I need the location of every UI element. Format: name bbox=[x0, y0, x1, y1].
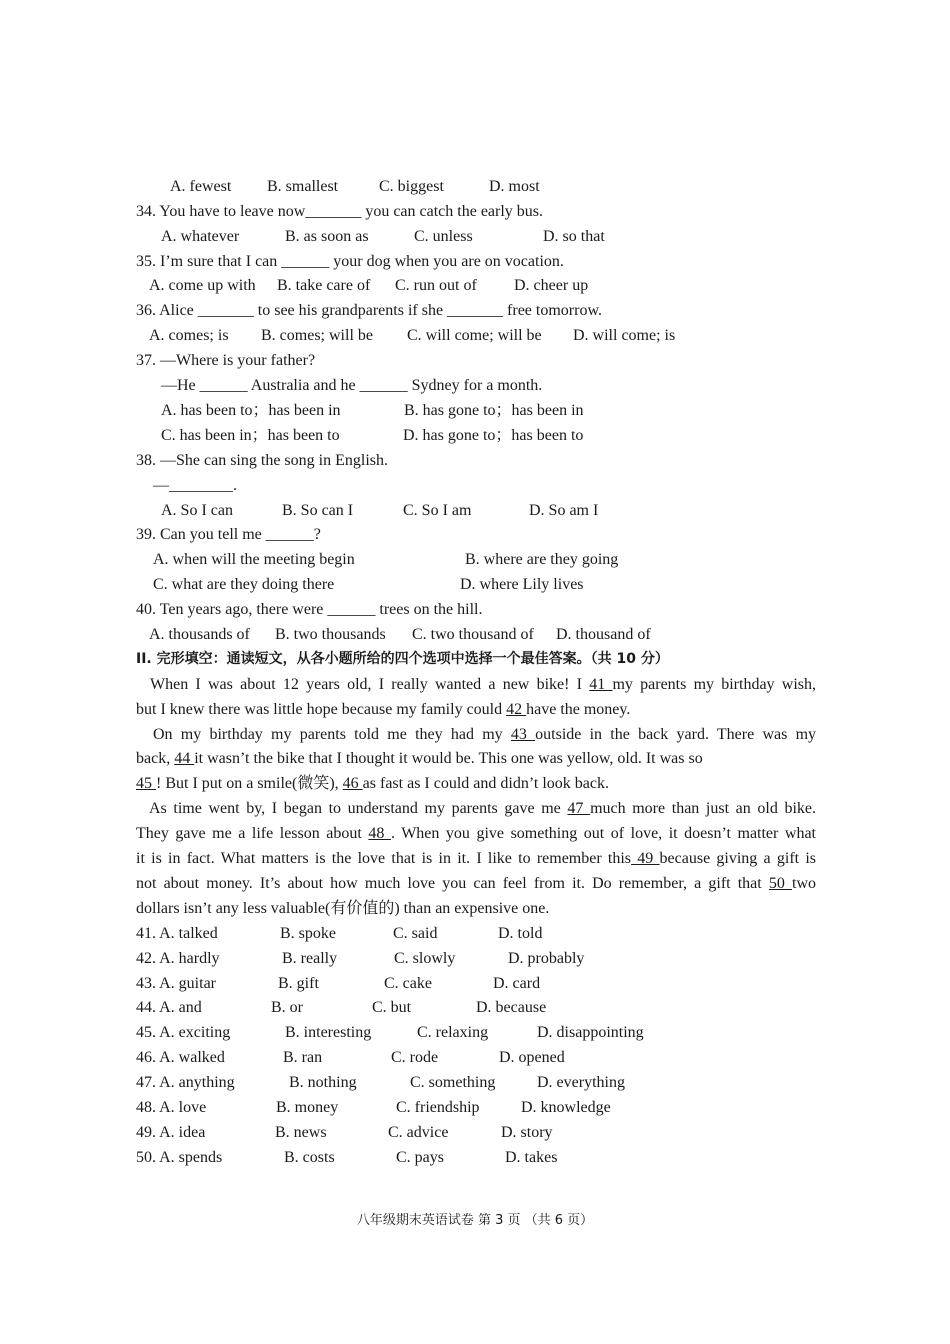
q34-option-a: A. whatever bbox=[161, 228, 240, 245]
passage-line-4: back, 44 it wasn’t the bike that I thought it would be. This one was yellow, old. It was so bbox=[136, 750, 703, 767]
q35-option-d: D. cheer up bbox=[514, 277, 589, 294]
q39-option-d: D. where Lily lives bbox=[460, 576, 584, 593]
q35-option-c: C. run out of bbox=[395, 277, 477, 294]
passage-line-9: not about money. It’s about how much love you can feel from it. Do remember, a gift that 50 two bbox=[136, 875, 817, 892]
q37-options-ab bbox=[136, 398, 816, 423]
q37-option-d: D. has gone to；has been to bbox=[403, 427, 584, 444]
cloze-options-47: 47. A. anything B. nothing C. something D. everything bbox=[136, 1074, 625, 1091]
blank-44: 44 bbox=[174, 750, 195, 767]
q33-options bbox=[136, 174, 816, 199]
q36-option-b: B. comes; will be bbox=[261, 327, 373, 344]
passage-line-2: but I knew there was little hope because my family could 42 have the money. bbox=[136, 701, 631, 718]
cloze-options-44: 44. A. and B. or C. but D. because bbox=[136, 999, 547, 1016]
q39-option-a: A. when will the meeting begin bbox=[153, 551, 355, 568]
q38-option-a: A. So I can bbox=[161, 502, 233, 519]
cloze-options-43: 43. A. guitar B. gift C. cake D. card bbox=[136, 975, 541, 992]
blank-45: 45 bbox=[136, 775, 156, 792]
passage-line-3: On my birthday my parents told me they had my 43 outside in the back yard. There was my bbox=[153, 726, 817, 743]
passage-line-6: As time went by, I began to understand my parents gave me 47 much more than just an old bike. bbox=[149, 800, 817, 817]
q38-option-b: B. So can I bbox=[282, 502, 354, 519]
q36-stem: 36. Alice _______ to see his grandparents if she _______ free tomorrow. bbox=[136, 302, 602, 319]
q37-stem: 37. —Where is your father? bbox=[136, 352, 316, 369]
q35-option-a: A. come up with bbox=[149, 277, 256, 294]
q38-options bbox=[136, 498, 816, 523]
passage-line-1: When I was about 12 years old, I really wanted a new bike! I 41 my parents my birthday wish, bbox=[150, 676, 817, 693]
cloze-options-41: 41. A. talked B. spoke C. said D. told bbox=[136, 925, 543, 942]
blank-42: 42 bbox=[506, 701, 527, 718]
q37-option-a: A. has been to；has been in bbox=[161, 402, 341, 419]
passage-line-10: dollars isn’t any less valuable(有价值的) than an expensive one. bbox=[136, 900, 550, 917]
cloze-options-48: 48. A. love B. money C. friendship D. knowledge bbox=[136, 1099, 611, 1116]
q36-option-c: C. will come; will be bbox=[407, 327, 542, 344]
q40-option-a: A. thousands of bbox=[149, 626, 250, 643]
blank-46: 46 bbox=[342, 775, 363, 792]
q39-options-ab bbox=[136, 547, 816, 572]
q37-options-cd bbox=[136, 423, 816, 448]
blank-49: 49 bbox=[631, 850, 660, 867]
q34-options bbox=[136, 224, 816, 249]
q40-option-d: D. thousand of bbox=[556, 626, 651, 643]
cloze-options-49: 49. A. idea B. news C. advice D. story bbox=[136, 1124, 553, 1141]
q38-stem2: —________. bbox=[153, 477, 237, 494]
q34-option-c: C. unless bbox=[414, 228, 473, 245]
q34-option-d: D. so that bbox=[543, 228, 605, 245]
cloze-options-50: 50. A. spends B. costs C. pays D. takes bbox=[136, 1149, 558, 1166]
section-2-heading: II. 完形填空：通读短文，从各小题所给的四个选项中选择一个最佳答案。（共 10 分） bbox=[136, 651, 669, 667]
q37-option-c: C. has been in；has been to bbox=[161, 427, 340, 444]
q39-stem: 39. Can you tell me ______? bbox=[136, 526, 321, 543]
q36-option-a: A. comes; is bbox=[149, 327, 229, 344]
cloze-options-46: 46. A. walked B. ran C. rode D. opened bbox=[136, 1049, 565, 1066]
q40-stem: 40. Ten years ago, there were ______ trees on the hill. bbox=[136, 601, 483, 618]
passage-line-8: it is in fact. What matters is the love that is in it. I like to remember this 49 because giving a gift is bbox=[136, 850, 817, 867]
cloze-options-45: 45. A. exciting B. interesting C. relaxing D. disappointing bbox=[136, 1024, 644, 1041]
q39-options-cd bbox=[136, 572, 816, 597]
blank-41: 41 bbox=[589, 676, 613, 693]
q40-options bbox=[136, 622, 816, 647]
q36-option-d: D. will come; is bbox=[573, 327, 676, 344]
q33-option-c: C. biggest bbox=[379, 178, 444, 195]
blank-47: 47 bbox=[567, 800, 591, 817]
q35-options bbox=[136, 273, 816, 298]
q38-option-d: D. So am I bbox=[529, 502, 599, 519]
blank-48: 48 bbox=[368, 825, 391, 842]
q39-option-c: C. what are they doing there bbox=[153, 576, 335, 593]
q33-option-b: B. smallest bbox=[267, 178, 339, 195]
q40-option-c: C. two thousand of bbox=[412, 626, 534, 643]
q34-stem: 34. You have to leave now_______ you can catch the early bus. bbox=[136, 203, 544, 220]
q36-options bbox=[136, 323, 816, 348]
q33-option-a: A. fewest bbox=[170, 178, 232, 195]
q33-option-d: D. most bbox=[489, 178, 540, 195]
blank-50: 50 bbox=[768, 875, 793, 892]
cloze-options-42: 42. A. hardly B. really C. slowly D. probably bbox=[136, 950, 585, 967]
passage-line-5: 45 ! But I put on a smile(微笑), 46 as fast as I could and didn’t look back. bbox=[136, 775, 609, 792]
q38-stem: 38. —She can sing the song in English. bbox=[136, 452, 388, 469]
q37-stem2: —He ______ Australia and he ______ Sydney for a month. bbox=[161, 377, 543, 394]
blank-43: 43 bbox=[510, 726, 536, 743]
q35-stem: 35. I’m sure that I can ______ your dog when you are on vocation. bbox=[136, 253, 564, 270]
page-footer: 八年级期末英语试卷 第 3 页 （共 6 页） bbox=[356, 1213, 594, 1228]
q35-option-b: B. take care of bbox=[277, 277, 371, 294]
q40-option-b: B. two thousands bbox=[275, 626, 386, 643]
q34-option-b: B. as soon as bbox=[285, 228, 369, 245]
q37-option-b: B. has gone to；has been in bbox=[404, 402, 584, 419]
q39-option-b: B. where are they going bbox=[465, 551, 619, 568]
q38-option-c: C. So I am bbox=[403, 502, 472, 519]
passage-line-7: They gave me a life lesson about 48 . When you give something out of love, it doesn’t matter what bbox=[136, 825, 817, 842]
